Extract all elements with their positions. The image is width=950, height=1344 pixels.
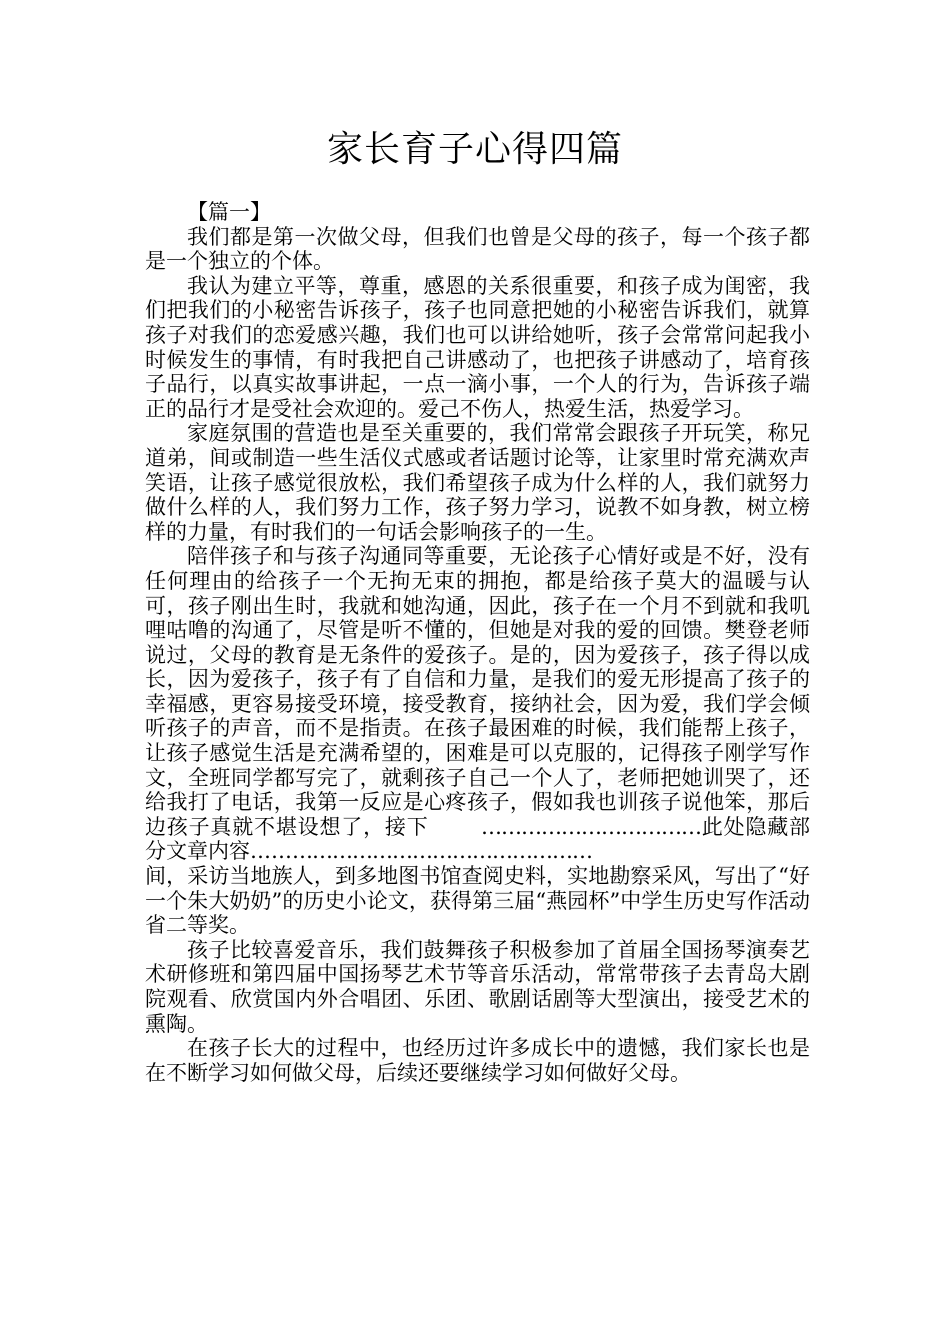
section-label: 【篇一】 (187, 200, 271, 224)
page-title: 家长育子心得四篇 (326, 129, 623, 170)
paragraph-4 (145, 544, 810, 864)
paragraph-1: 我们都是第一次做父母，但我们也曾是父母的孩子，每一个孩子都是一个独立的个体。 (145, 224, 810, 274)
paragraph-5: 间，采访当地族人，到多地图书馆查阅史料，实地勘察采风，写出了“好一个朱大奶奶”的历史小论文，获得第三届“燕园杯”中学生历史写作活动省二等奖。 (145, 864, 810, 938)
hidden-content-trailing-dots: ……………………………………… (292, 839, 592, 864)
paragraph-6: 孩子比较喜爱音乐，我们鼓舞孩子积极参加了首届全国扬琴演奏艺术研修班和第四届中国扬琴艺术节等音乐活动，常常带孩子去青岛大剧院观看、欣赏国内外合唱团、乐团、歌剧话剧等大型演出，接受艺术的熏陶。 (145, 937, 810, 1036)
hidden-content-notice: 此处隐藏部分文章内容…… (145, 814, 811, 864)
paragraph-3: 家庭氛围的营造也是至关重要的，我们常常会跟孩子开玩笑，称兄道弟，间或制造一些生活仪式感或者话题讨论等，让家里时常充满欢声笑语，让孩子感觉很放松，我们希望孩子成为什么样的人，我们就努力做什么样的人，我们努力工作，孩子努力学习，说教不如身教，树立榜样的力量，有时我们的一句话会影响孩子的一生。 (145, 421, 810, 544)
hidden-content-leading-dots: …………………………… (480, 814, 701, 839)
paragraph-2: 我认为建立平等，尊重，感恩的关系很重要，和孩子成为闺密，我们把我们的小秘密告诉孩子，孩子也同意把她的小秘密告诉我们，就算孩子对我们的恋爱感兴趣，我们也可以讲给她听，孩子会常常问起我小时候发生的事情，有时我把自己讲感动了，也把孩子讲感动了，培育孩子品行，以真实故事讲起，一点一滴小事，一个人的行为，告诉孩子端正的品行才是受社会欢迎的。爱己不伤人，热爱生活，热爱学习。 (145, 273, 810, 421)
article-body (145, 200, 810, 1085)
paragraph-7: 在孩子长大的过程中，也经历过许多成长中的遗憾，我们家长也是在不断学习如何做父母，后续还要继续学习如何做好父母。 (145, 1036, 810, 1085)
paragraph-4-text: 陪伴孩子和与孩子沟通同等重要，无论孩子心情好或是不好，没有任何理由的给孩子一个无拘无束的拥抱，都是给孩子莫大的温暖与认可，孩子刚出生时，我就和她沟通，因此，孩子在一个月不到就和我叽哩咕噜的沟通了，尽管是听不懂的，但她是对我的爱的回馈。樊登老师说过，父母的教育是无条件的爱孩子。是的，因为爱孩子，孩子得以成长，因为爱孩子，孩子有了自信和力量，是我们的爱无形提高了孩子的幸福感，更容易接受环境，接受教育，接纳社会，因为爱，我们学会倾听孩子的声音，而不是指责。在孩子最困难的时候，我们能帮上孩子，让孩子感觉生活是充满希望的，困难是可以克服的，记得孩子刚学写作文，全班同学都写完了，就剩孩子自己一个人了，老师把她训哭了，还给我打了电话，我第一反应是心疼孩子，假如我也训孩子说他笨，那后边孩子真就不堪设想了，接下 (145, 544, 810, 839)
